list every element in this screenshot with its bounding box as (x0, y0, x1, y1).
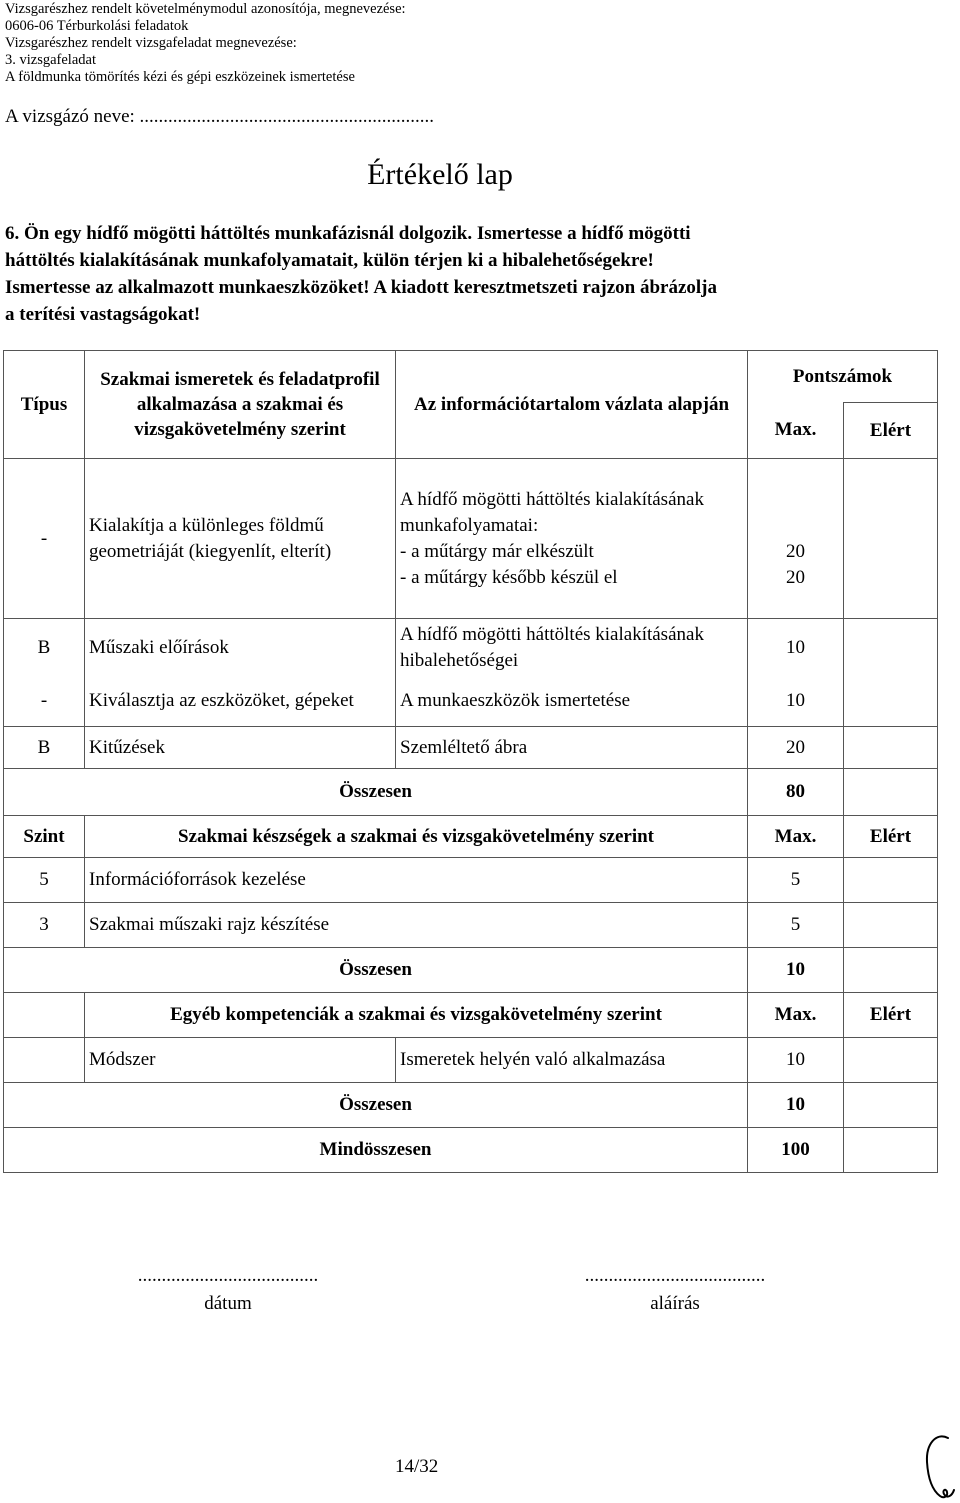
sign-dots: ...................................... (584, 1265, 766, 1286)
col-level-header: Szint (4, 816, 85, 858)
row-type: - (4, 459, 85, 619)
col-outline-header: Az információtartalom vázlata alapján (396, 351, 748, 459)
date-signature-block (90, 1262, 366, 1318)
total-row (4, 769, 938, 816)
col-achieved-header: Elért (844, 993, 938, 1038)
task-line: 6. Ön egy hídfő mögötti háttöltés munkafázisnál dolgozik. Ismertesse a hídfő mögötti (5, 223, 691, 244)
total-label: Összesen (4, 948, 748, 993)
task-line: a terítési vastagságokat! (5, 304, 201, 325)
row-max (748, 459, 844, 619)
grand-total-value: 100 (748, 1128, 844, 1173)
row-level: 5 (4, 858, 85, 903)
task-line: háttöltés kialakításának munkafolyamatait, külön térjen ki a hibalehetőségekre! (5, 250, 654, 271)
page-title: Értékelő lap (367, 158, 513, 191)
skills-header-row (4, 816, 938, 858)
header-module-name: 0606-06 Térburkolási feladatok (5, 18, 189, 34)
date-label: dátum (204, 1293, 252, 1314)
table-row (4, 619, 938, 677)
table-header-row (4, 351, 938, 403)
competence-header-row (4, 993, 938, 1038)
row-outline (396, 459, 748, 619)
col-skills-header: Szakmai készségek a szakmai és vizsgakövetelmény szerint (85, 816, 748, 858)
row-achieved (844, 619, 938, 677)
col-max-header: Max. (748, 403, 844, 459)
max-value: 20 (786, 540, 805, 562)
total-row (4, 948, 938, 993)
row-achieved (844, 727, 938, 769)
row-knowledge: Kiválasztja az eszközöket, gépeket (85, 677, 396, 727)
outline-title: A hídfő mögötti háttöltés kialakításának munkafolyamatai: (400, 488, 704, 536)
row-max: 10 (748, 1038, 844, 1083)
col-knowledge-header: Szakmai ismeretek és feladatprofil alkalmazása a szakmai és vizsgakövetelmény szerint (85, 351, 396, 459)
row-max: 20 (748, 727, 844, 769)
row-level: 3 (4, 903, 85, 948)
col-points-header: Pontszámok (748, 351, 938, 403)
total-achieved (844, 1083, 938, 1128)
col-competence-header: Egyéb kompetenciák a szakmai és vizsgakövetelmény szerint (85, 993, 748, 1038)
row-type: B (4, 727, 85, 769)
outline-item: - a műtárgy később készül el (400, 566, 618, 588)
row-type: B (4, 619, 85, 677)
col-achieved-header: Elért (844, 403, 938, 459)
row-max: 5 (748, 858, 844, 903)
row-max: 5 (748, 903, 844, 948)
row-category: Módszer (85, 1038, 396, 1083)
page-number: 14/32 (395, 1456, 439, 1477)
grand-total-achieved (844, 1128, 938, 1173)
task-description (5, 220, 875, 328)
table-row (4, 1038, 938, 1083)
table-row (4, 677, 938, 727)
total-label: Összesen (4, 1083, 748, 1128)
examinee-name-line: A vizsgázó neve: .............................................................. (5, 106, 435, 127)
row-skill: Szakmai műszaki rajz készítése (85, 903, 748, 948)
total-achieved (844, 769, 938, 816)
table-row (4, 459, 938, 619)
handwritten-initial-mark (918, 1430, 958, 1502)
row-outline: A munkaeszközök ismertetése (396, 677, 748, 727)
sign-label: aláírás (650, 1293, 700, 1314)
row-outline: Szemléltető ábra (396, 727, 748, 769)
empty-cell (4, 1038, 85, 1083)
header-task-label: Vizsgarészhez rendelt vizsgafeladat megnevezése: (5, 35, 297, 51)
task-line: Ismertesse az alkalmazott munkaeszközöket! A kiadott keresztmetszeti rajzon ábrázolja (5, 277, 717, 298)
header-task-number: 3. vizsgafeladat (5, 52, 96, 68)
row-knowledge: Műszaki előírások (85, 619, 396, 677)
empty-cell (4, 993, 85, 1038)
row-achieved (844, 1038, 938, 1083)
total-row (4, 1083, 938, 1128)
row-competence: Ismeretek helyén való alkalmazása (396, 1038, 748, 1083)
table-row (4, 858, 938, 903)
grand-total-label: Mindösszesen (4, 1128, 748, 1173)
table-row (4, 727, 938, 769)
header-module-label: Vizsgarészhez rendelt követelménymodul azonosítója, megnevezése: (5, 1, 406, 17)
max-value: 20 (786, 566, 805, 588)
row-achieved (844, 858, 938, 903)
total-achieved (844, 948, 938, 993)
row-type: - (4, 677, 85, 727)
sign-signature-block (537, 1262, 813, 1318)
row-achieved (844, 459, 938, 619)
header-task-name: A földmunka tömörítés kézi és gépi eszközeinek ismertetése (5, 69, 355, 85)
row-achieved (844, 677, 938, 727)
row-achieved (844, 903, 938, 948)
row-skill: Információforrások kezelése (85, 858, 748, 903)
total-value: 10 (748, 948, 844, 993)
col-achieved-header: Elért (844, 816, 938, 858)
total-label: Összesen (4, 769, 748, 816)
row-knowledge: Kitűzések (85, 727, 396, 769)
date-dots: ...................................... (137, 1265, 319, 1286)
row-knowledge: Kialakítja a különleges földmű geometriáját (kiegyenlít, elterít) (85, 459, 396, 619)
evaluation-table (3, 350, 938, 1173)
col-type-header: Típus (4, 351, 85, 459)
col-max-header: Max. (748, 816, 844, 858)
outline-item: - a műtárgy már elkészült (400, 540, 594, 562)
row-outline: A hídfő mögötti háttöltés kialakításának hibalehetőségei (396, 619, 748, 677)
row-max: 10 (748, 619, 844, 677)
total-value: 80 (748, 769, 844, 816)
row-max: 10 (748, 677, 844, 727)
table-row (4, 903, 938, 948)
col-max-header: Max. (748, 993, 844, 1038)
grand-total-row (4, 1128, 938, 1173)
total-value: 10 (748, 1083, 844, 1128)
